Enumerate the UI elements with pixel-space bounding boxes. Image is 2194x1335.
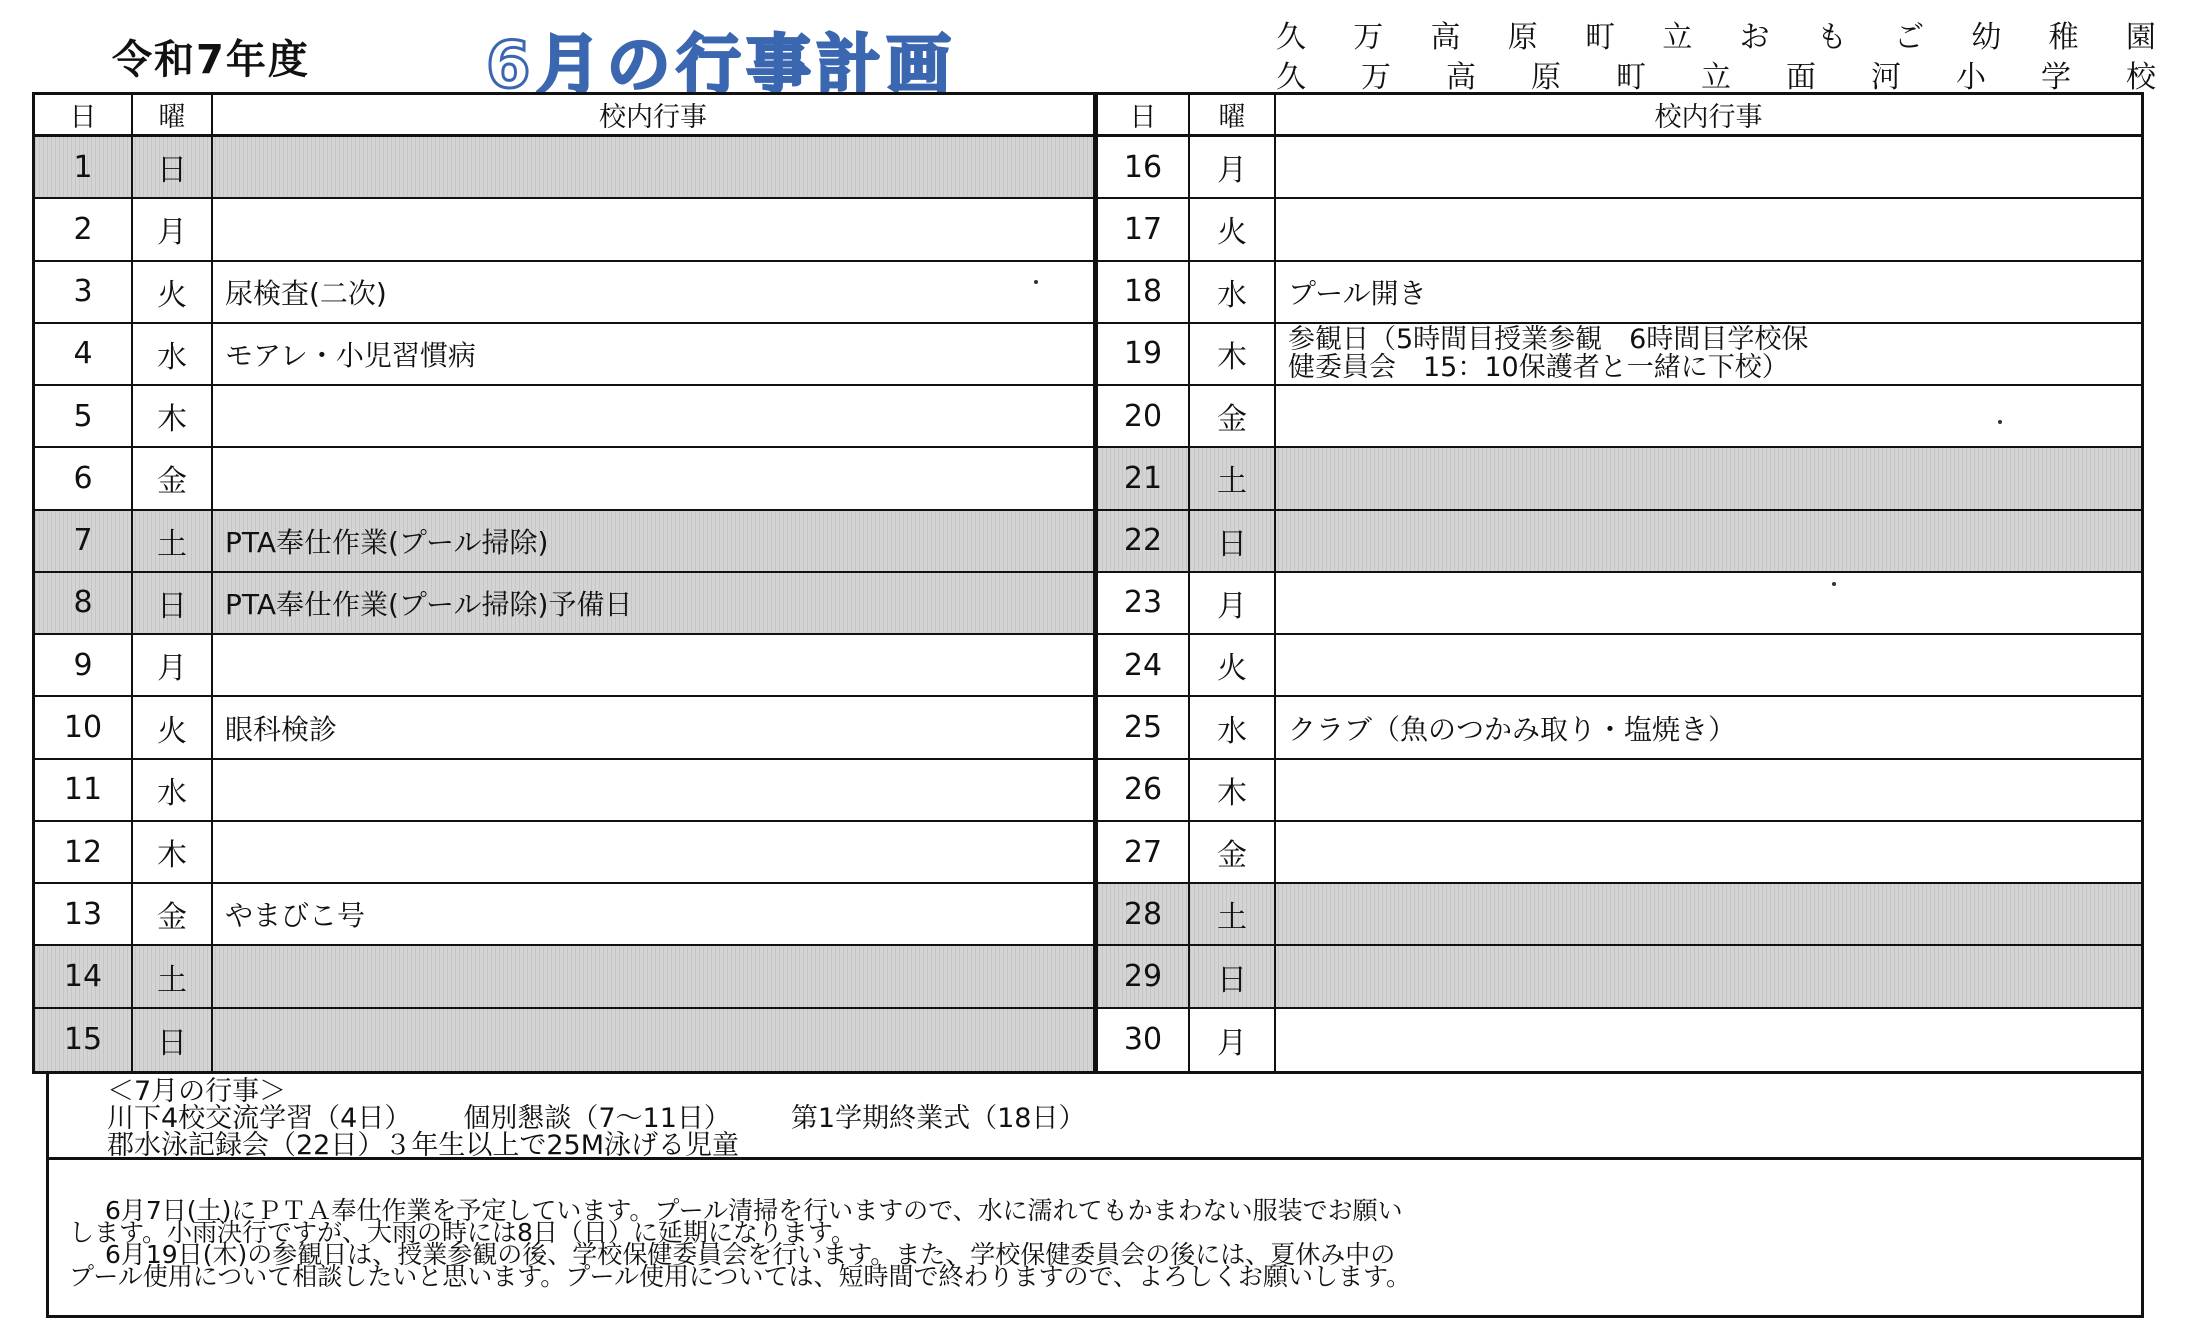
schedule-table: [32, 92, 2144, 1074]
event-cell: [213, 199, 1093, 259]
table-row: [1098, 822, 2141, 884]
table-row: [1098, 386, 2141, 448]
table-row: [35, 884, 1093, 946]
org-char: 万: [1353, 20, 1384, 55]
date-cell: 3: [35, 262, 133, 322]
event-cell: [1276, 199, 2141, 259]
weekday-cell: 日: [1190, 511, 1276, 571]
table-row: [35, 386, 1093, 448]
scan-speck: [1034, 280, 1038, 284]
org-char: 幼: [1971, 20, 2002, 55]
weekday-cell: 水: [133, 760, 213, 820]
notice-box: [46, 1160, 2144, 1318]
date-cell: 15: [35, 1009, 133, 1071]
header-events: 校内行事: [599, 102, 707, 133]
schedule-left-half: [35, 95, 1093, 1071]
page-title: 6月の行事計画: [486, 29, 957, 103]
table-row: [35, 511, 1093, 573]
event-cell: [1276, 324, 2141, 384]
org-char: も: [1816, 20, 1847, 55]
date-cell: 12: [35, 822, 133, 882]
table-row: [35, 262, 1093, 324]
table-row: [1098, 137, 2141, 199]
scan-speck: [1832, 582, 1836, 586]
event-cell: [213, 760, 1093, 820]
table-row: [35, 573, 1093, 635]
header-date: 日: [1098, 95, 1190, 134]
table-row: [1098, 946, 2141, 1008]
date-cell: 27: [1098, 822, 1190, 882]
july-event: 川下4校交流学習（4日）: [107, 1103, 412, 1134]
org-char: 原: [1531, 60, 1561, 95]
header-weekday: 曜: [133, 95, 213, 134]
date-cell: 13: [35, 884, 133, 944]
date-cell: 16: [1098, 137, 1190, 197]
schedule-right-half: [1093, 95, 2141, 1071]
event-cell: [1276, 386, 2141, 446]
event-cell: [1276, 760, 2141, 820]
org-char: 高: [1446, 60, 1476, 95]
event-cell: [1276, 137, 2141, 197]
weekday-cell: 月: [133, 199, 213, 259]
event-cell: [213, 1009, 1093, 1071]
weekday-cell: 月: [1190, 137, 1276, 197]
event-cell: [1276, 448, 2141, 508]
event-cell: [213, 386, 1093, 446]
date-cell: 11: [35, 760, 133, 820]
weekday-cell: 火: [1190, 635, 1276, 695]
date-cell: 6: [35, 448, 133, 508]
date-cell: 9: [35, 635, 133, 695]
weekday-cell: 木: [133, 386, 213, 446]
date-cell: 29: [1098, 946, 1190, 1006]
weekday-cell: 水: [1190, 262, 1276, 322]
fiscal-year-label: 令和7年度: [112, 37, 310, 83]
date-cell: 2: [35, 199, 133, 259]
table-row: [1098, 262, 2141, 324]
weekday-cell: 水: [133, 324, 213, 384]
table-row: [35, 635, 1093, 697]
table-row: [35, 946, 1093, 1008]
table-row: [1098, 511, 2141, 573]
organization-kindergarten: [1276, 12, 2156, 56]
july-events-box: [46, 1074, 2144, 1160]
table-row: [1098, 635, 2141, 697]
org-char: お: [1739, 20, 1770, 55]
date-cell: 7: [35, 511, 133, 571]
date-cell: 28: [1098, 884, 1190, 944]
event-cell: 眼科検診: [225, 712, 338, 746]
org-char: 高: [1430, 20, 1461, 55]
date-cell: 10: [35, 697, 133, 757]
event-cell: [213, 822, 1093, 882]
weekday-cell: 月: [133, 635, 213, 695]
date-cell: 20: [1098, 386, 1190, 446]
table-row: [1098, 573, 2141, 635]
table-header: [35, 95, 1093, 137]
org-char: 小: [1956, 60, 1986, 95]
notice-line: 6月19日(木)の参観日は、授業参観の後、学校保健委員会を行います。また、学校保健委員会の後には、夏休み中の: [105, 1240, 1396, 1269]
org-char: 立: [1662, 20, 1693, 55]
date-cell: 25: [1098, 697, 1190, 757]
org-char: 稚: [2048, 20, 2079, 55]
event-cell: [1276, 573, 2141, 633]
header-date: 日: [35, 95, 133, 134]
date-cell: 14: [35, 946, 133, 1006]
date-cell: 18: [1098, 262, 1190, 322]
org-char: ご: [1894, 20, 1925, 55]
table-row: [35, 697, 1093, 759]
table-row: [1098, 199, 2141, 261]
event-cell: [1276, 822, 2141, 882]
weekday-cell: 火: [1190, 199, 1276, 259]
july-event: 第1学期終業式（18日）: [790, 1103, 1086, 1134]
weekday-cell: 日: [133, 573, 213, 633]
table-row: [35, 760, 1093, 822]
header-weekday: 曜: [1190, 95, 1276, 134]
weekday-cell: 金: [133, 448, 213, 508]
table-row: [35, 199, 1093, 261]
date-cell: 21: [1098, 448, 1190, 508]
org-char: 久: [1276, 60, 1306, 95]
table-row: [1098, 324, 2141, 386]
event-cell: [1276, 511, 2141, 571]
event-cell: モアレ・小児習慣病: [225, 338, 476, 372]
org-char: 万: [1361, 60, 1391, 95]
july-line-2: 郡水泳記録会（22日）３年生以上で25M泳げる児童: [107, 1130, 740, 1161]
weekday-cell: 金: [133, 884, 213, 944]
event-text: 参観日（5時間目授業参観 6時間目学校保: [1288, 323, 1809, 355]
org-char: 久: [1276, 20, 1306, 55]
weekday-cell: 月: [1190, 1009, 1276, 1071]
event-cell: プール開き: [1288, 276, 1427, 310]
org-char: 学: [2041, 60, 2071, 95]
date-cell: 1: [35, 137, 133, 197]
org-char: 河: [1871, 60, 1901, 95]
july-heading: ＜7月の行事＞: [107, 1076, 287, 1107]
org-char: 面: [1786, 60, 1816, 95]
date-cell: 30: [1098, 1009, 1190, 1071]
event-cell: [1276, 635, 2141, 695]
event-text: 健委員会 15：10保護者と一緒に下校）: [1288, 351, 1789, 383]
event-cell: [1276, 1009, 2141, 1071]
event-cell: やまびこ号: [225, 899, 366, 933]
header-events: 校内行事: [1654, 102, 1763, 133]
weekday-cell: 月: [1190, 573, 1276, 633]
weekday-cell: 金: [1190, 822, 1276, 882]
event-cell: [1276, 884, 2141, 944]
event-cell: [213, 137, 1093, 197]
date-cell: 17: [1098, 199, 1190, 259]
event-cell: PTA奉仕作業(プール掃除)予備日: [225, 587, 633, 621]
date-cell: 26: [1098, 760, 1190, 820]
weekday-cell: 土: [1190, 884, 1276, 944]
event-cell: クラブ（魚のつかみ取り・塩焼き）: [1288, 712, 1737, 746]
event-cell: [213, 635, 1093, 695]
date-cell: 5: [35, 386, 133, 446]
org-char: 立: [1701, 60, 1731, 95]
scan-speck: [1998, 420, 2002, 424]
event-cell: PTA奉仕作業(プール掃除): [225, 525, 549, 559]
weekday-cell: 土: [133, 946, 213, 1006]
table-row: [1098, 884, 2141, 946]
table-row: [35, 324, 1093, 386]
july-line-1: [107, 1105, 2141, 1132]
org-char: 園: [2125, 20, 2156, 55]
weekday-cell: 金: [1190, 386, 1276, 446]
table-row: [35, 822, 1093, 884]
weekday-cell: 火: [133, 697, 213, 757]
weekday-cell: 木: [1190, 760, 1276, 820]
weekday-cell: 水: [1190, 697, 1276, 757]
weekday-cell: 日: [1190, 946, 1276, 1006]
date-cell: 4: [35, 324, 133, 384]
date-cell: 24: [1098, 635, 1190, 695]
notice-line: 6月7日(土)にＰＴＡ奉仕作業を予定しています。プール清掃を行いますので、水に濡れてもかまわない服装でお願い: [105, 1196, 1403, 1225]
date-cell: 8: [35, 573, 133, 633]
org-char: 校: [2126, 60, 2156, 95]
weekday-cell: 木: [133, 822, 213, 882]
event-cell: [213, 448, 1093, 508]
weekday-cell: 木: [1190, 324, 1276, 384]
weekday-cell: 土: [133, 511, 213, 571]
date-cell: 19: [1098, 324, 1190, 384]
table-row: [1098, 760, 2141, 822]
weekday-cell: 日: [133, 137, 213, 197]
weekday-cell: 火: [133, 262, 213, 322]
table-row: [35, 137, 1093, 199]
date-cell: 22: [1098, 511, 1190, 571]
weekday-cell: 土: [1190, 448, 1276, 508]
july-event: 個別懇談（7～11日）: [463, 1103, 731, 1134]
notice-line: プール使用について相談したいと思います。プール使用については、短時間で終わりますので、よろしくお願いします。: [69, 1262, 1412, 1291]
event-cell: [213, 946, 1093, 1006]
org-char: 町: [1616, 60, 1646, 95]
notice-line: します。小雨決行ですが、大雨の時には8日（日）に延期になります。: [69, 1218, 856, 1247]
org-char: 原: [1507, 20, 1538, 55]
table-row: [1098, 697, 2141, 759]
date-cell: 23: [1098, 573, 1190, 633]
event-cell: [1276, 946, 2141, 1006]
organization-school: [1276, 52, 2156, 96]
table-row: [35, 448, 1093, 510]
org-char: 町: [1585, 20, 1616, 55]
table-header: [1098, 95, 2141, 137]
table-row: [35, 1009, 1093, 1071]
table-row: [1098, 1009, 2141, 1071]
table-row: [1098, 448, 2141, 510]
weekday-cell: 日: [133, 1009, 213, 1071]
event-cell: 尿検査(二次): [225, 276, 387, 310]
